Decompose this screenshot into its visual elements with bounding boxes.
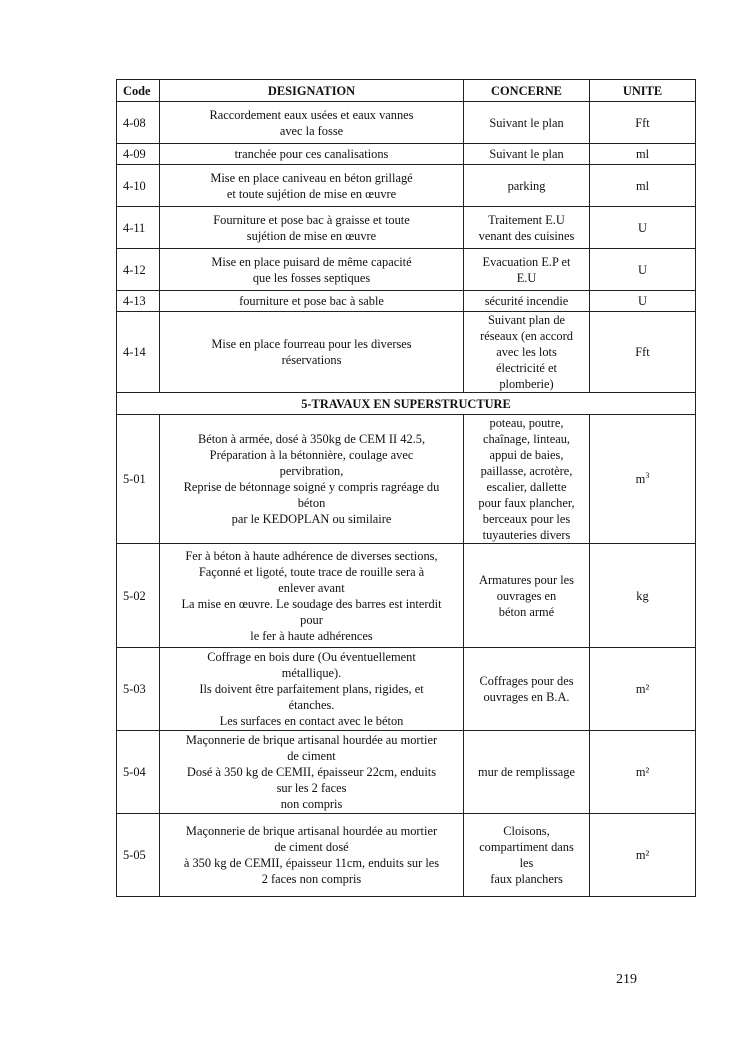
- cell-unite: [590, 415, 696, 544]
- cell-designation: [160, 249, 464, 291]
- specification-table: [116, 79, 696, 897]
- cell-unite: [590, 814, 696, 897]
- cell-concerne: [464, 814, 590, 897]
- cell-line: chaînage, linteau,: [482, 432, 571, 446]
- cell-unite: [590, 291, 696, 312]
- cell-concerne: [464, 312, 590, 393]
- cell-line: étanches.: [288, 698, 335, 712]
- cell-line: Coffrages pour des: [479, 674, 574, 688]
- header-designation: DESIGNATION: [160, 80, 464, 102]
- cell-concerne: [464, 165, 590, 207]
- unit-text: m: [635, 472, 646, 486]
- cell-concerne: [464, 731, 590, 814]
- cell-line: Reprise de bétonnage soigné y compris ragréage du: [183, 480, 440, 494]
- cell-line: Cloisons,: [503, 824, 550, 838]
- cell-unite: [590, 207, 696, 249]
- cell-designation: [160, 102, 464, 144]
- cell-concerne: [464, 544, 590, 648]
- cell-designation: [160, 165, 464, 207]
- cell-line: pour faux plancher,: [478, 496, 575, 510]
- unit-text: Fft: [635, 115, 650, 130]
- unit-text: U: [638, 220, 647, 235]
- cell-line: réservations: [281, 353, 342, 367]
- cell-line: venant des cuisines: [478, 228, 575, 243]
- cell-line: ouvrages en B.A.: [483, 690, 570, 704]
- cell-designation: [160, 544, 464, 648]
- cell-line: sur les 2 faces: [276, 781, 347, 795]
- cell-designation: [160, 415, 464, 544]
- cell-line: Ils doivent être parfaitement plans, rigides, et: [199, 682, 424, 696]
- section-header: [117, 393, 696, 415]
- cell-line: Evacuation E.P et: [482, 254, 571, 269]
- section-title: 5-TRAVAUX EN SUPERSTRUCTURE: [117, 393, 696, 415]
- cell-line: escalier, dallette: [486, 480, 567, 494]
- cell-unite: [590, 249, 696, 291]
- table-row: [117, 102, 696, 144]
- cell-concerne: [464, 249, 590, 291]
- unit-text: kg: [636, 588, 649, 603]
- cell-unite: [590, 544, 696, 648]
- unit-text: m²: [635, 682, 650, 696]
- cell-concerne: [464, 207, 590, 249]
- cell-line: Dosé à 350 kg de CEMII, épaisseur 22cm, enduits: [186, 765, 437, 779]
- cell-unite: [590, 102, 696, 144]
- cell-line: tranchée pour ces canalisations: [234, 147, 389, 161]
- cell-concerne: [464, 144, 590, 165]
- cell-line: métallique).: [281, 666, 342, 680]
- page-number: 219: [616, 972, 637, 987]
- cell-line: Fourniture et pose bac à graisse et toute: [213, 212, 410, 227]
- cell-line: pervibration,: [279, 464, 344, 478]
- cell-code: 4-09: [117, 144, 160, 165]
- table-row: [117, 144, 696, 165]
- cell-line: Béton à armée, dosé à 350kg de CEM II 42.5,: [197, 432, 426, 446]
- rows-section-5: [117, 415, 696, 897]
- cell-line: Façonné et ligoté, toute trace de rouille sera à: [198, 564, 425, 579]
- cell-line: pour: [300, 612, 323, 627]
- cell-concerne: [464, 415, 590, 544]
- cell-code: 4-12: [117, 249, 160, 291]
- cell-line: béton armé: [498, 604, 555, 619]
- cell-code: 4-10: [117, 165, 160, 207]
- cell-line: Mise en place fourreau pour les diverses: [211, 337, 412, 351]
- cell-designation: [160, 731, 464, 814]
- table-row: [117, 165, 696, 207]
- cell-designation: [160, 291, 464, 312]
- cell-code: 5-04: [117, 731, 160, 814]
- cell-line: sujétion de mise en œuvre: [246, 228, 377, 243]
- cell-unite: [590, 731, 696, 814]
- unit-text: m²: [635, 765, 650, 779]
- cell-designation: [160, 207, 464, 249]
- table-row: [117, 731, 696, 814]
- cell-concerne: [464, 648, 590, 731]
- cell-code: 5-03: [117, 648, 160, 731]
- cell-line: tuyauteries divers: [482, 528, 571, 542]
- cell-designation: [160, 814, 464, 897]
- cell-unite: [590, 165, 696, 207]
- cell-line: Fer à béton à haute adhérence de diverses sections,: [185, 548, 438, 563]
- cell-line: avec les lots: [496, 345, 557, 359]
- cell-line: béton: [297, 496, 326, 510]
- cell-designation: [160, 648, 464, 731]
- cell-line: Suivant le plan: [489, 147, 564, 161]
- table-row: [117, 415, 696, 544]
- cell-line: Maçonnerie de brique artisanal hourdée au mortier: [185, 733, 438, 747]
- cell-line: Mise en place puisard de même capacité: [211, 254, 412, 269]
- cell-line: berceaux pour les: [482, 512, 571, 526]
- cell-unite: [590, 648, 696, 731]
- cell-line: Suivant le plan: [489, 115, 564, 130]
- cell-line: plomberie): [499, 377, 554, 391]
- cell-code: 5-05: [117, 814, 160, 897]
- cell-line: faux planchers: [490, 872, 563, 886]
- unit-text: ml: [635, 178, 650, 193]
- cell-line: Préparation à la bétonnière, coulage avec: [209, 448, 414, 462]
- cell-line: paillasse, acrotère,: [480, 464, 573, 478]
- table-row: [117, 207, 696, 249]
- cell-line: Armatures pour les: [479, 572, 574, 587]
- cell-line: les: [519, 856, 534, 870]
- unit-text: U: [638, 262, 647, 277]
- cell-line: Suivant plan de: [487, 313, 566, 327]
- rows-section-4: [117, 102, 696, 393]
- table-row: [117, 291, 696, 312]
- cell-unite: [590, 312, 696, 393]
- header-unite: UNITE: [590, 80, 696, 102]
- table-header-row: [117, 80, 696, 102]
- cell-line: réseaux (en accord: [480, 329, 573, 343]
- cell-line: que les fosses septiques: [252, 270, 371, 285]
- cell-code: 4-08: [117, 102, 160, 144]
- cell-code: 4-14: [117, 312, 160, 393]
- cell-line: fourniture et pose bac à sable: [239, 294, 384, 308]
- cell-line: par le KEDOPLAN ou similaire: [231, 512, 392, 526]
- cell-designation: [160, 312, 464, 393]
- unit-exponent: 3: [645, 470, 650, 480]
- cell-line: de ciment: [287, 749, 336, 763]
- cell-line: Les surfaces en contact avec le béton: [219, 714, 404, 728]
- cell-line: E.U: [516, 270, 537, 285]
- cell-line: enlever avant: [278, 580, 345, 595]
- unit-text: U: [638, 294, 647, 308]
- cell-designation: [160, 144, 464, 165]
- cell-concerne: [464, 102, 590, 144]
- cell-line: Maçonnerie de brique artisanal hourdée au mortier: [185, 824, 438, 838]
- cell-line: ouvrages en: [496, 588, 557, 603]
- cell-line: Mise en place caniveau en béton grillagé: [210, 170, 413, 185]
- cell-line: 2 faces non compris: [261, 872, 362, 886]
- table-row: [117, 544, 696, 648]
- cell-line: mur de remplissage: [477, 765, 576, 779]
- table-row: [117, 648, 696, 731]
- cell-line: non compris: [280, 797, 343, 811]
- cell-code: 4-13: [117, 291, 160, 312]
- cell-line: La mise en œuvre. Le soudage des barres est interdit: [181, 596, 442, 611]
- cell-line: Coffrage en bois dure (Ou éventuellement: [207, 650, 416, 664]
- cell-line: parking: [507, 178, 546, 193]
- cell-code: 5-02: [117, 544, 160, 648]
- cell-code: 5-01: [117, 415, 160, 544]
- cell-line: avec la fosse: [279, 123, 344, 138]
- section-title-row: [117, 393, 696, 415]
- unit-text: m²: [635, 848, 650, 862]
- cell-line: de ciment dosé: [274, 840, 349, 854]
- cell-code: 4-11: [117, 207, 160, 249]
- header-concerne: CONCERNE: [464, 80, 590, 102]
- cell-line: électricité et: [496, 361, 557, 375]
- header-code: Code: [117, 80, 160, 102]
- cell-unite: [590, 144, 696, 165]
- table-row: [117, 814, 696, 897]
- cell-line: à 350 kg de CEMII, épaisseur 11cm, enduits sur les: [183, 856, 440, 870]
- cell-line: Raccordement eaux usées et eaux vannes: [209, 107, 414, 122]
- table-row: [117, 312, 696, 393]
- cell-concerne: [464, 291, 590, 312]
- cell-line: et toute sujétion de mise en œuvre: [226, 186, 397, 201]
- cell-line: le fer à haute adhérences: [250, 628, 373, 643]
- table-row: [117, 249, 696, 291]
- cell-line: Traitement E.U: [488, 212, 565, 227]
- cell-line: sécurité incendie: [484, 294, 569, 308]
- unit-text: ml: [635, 147, 650, 161]
- cell-line: appui de baies,: [489, 448, 564, 462]
- unit-text: Fft: [635, 345, 650, 359]
- cell-line: compartiment dans: [479, 840, 574, 854]
- cell-line: poteau, poutre,: [489, 416, 564, 430]
